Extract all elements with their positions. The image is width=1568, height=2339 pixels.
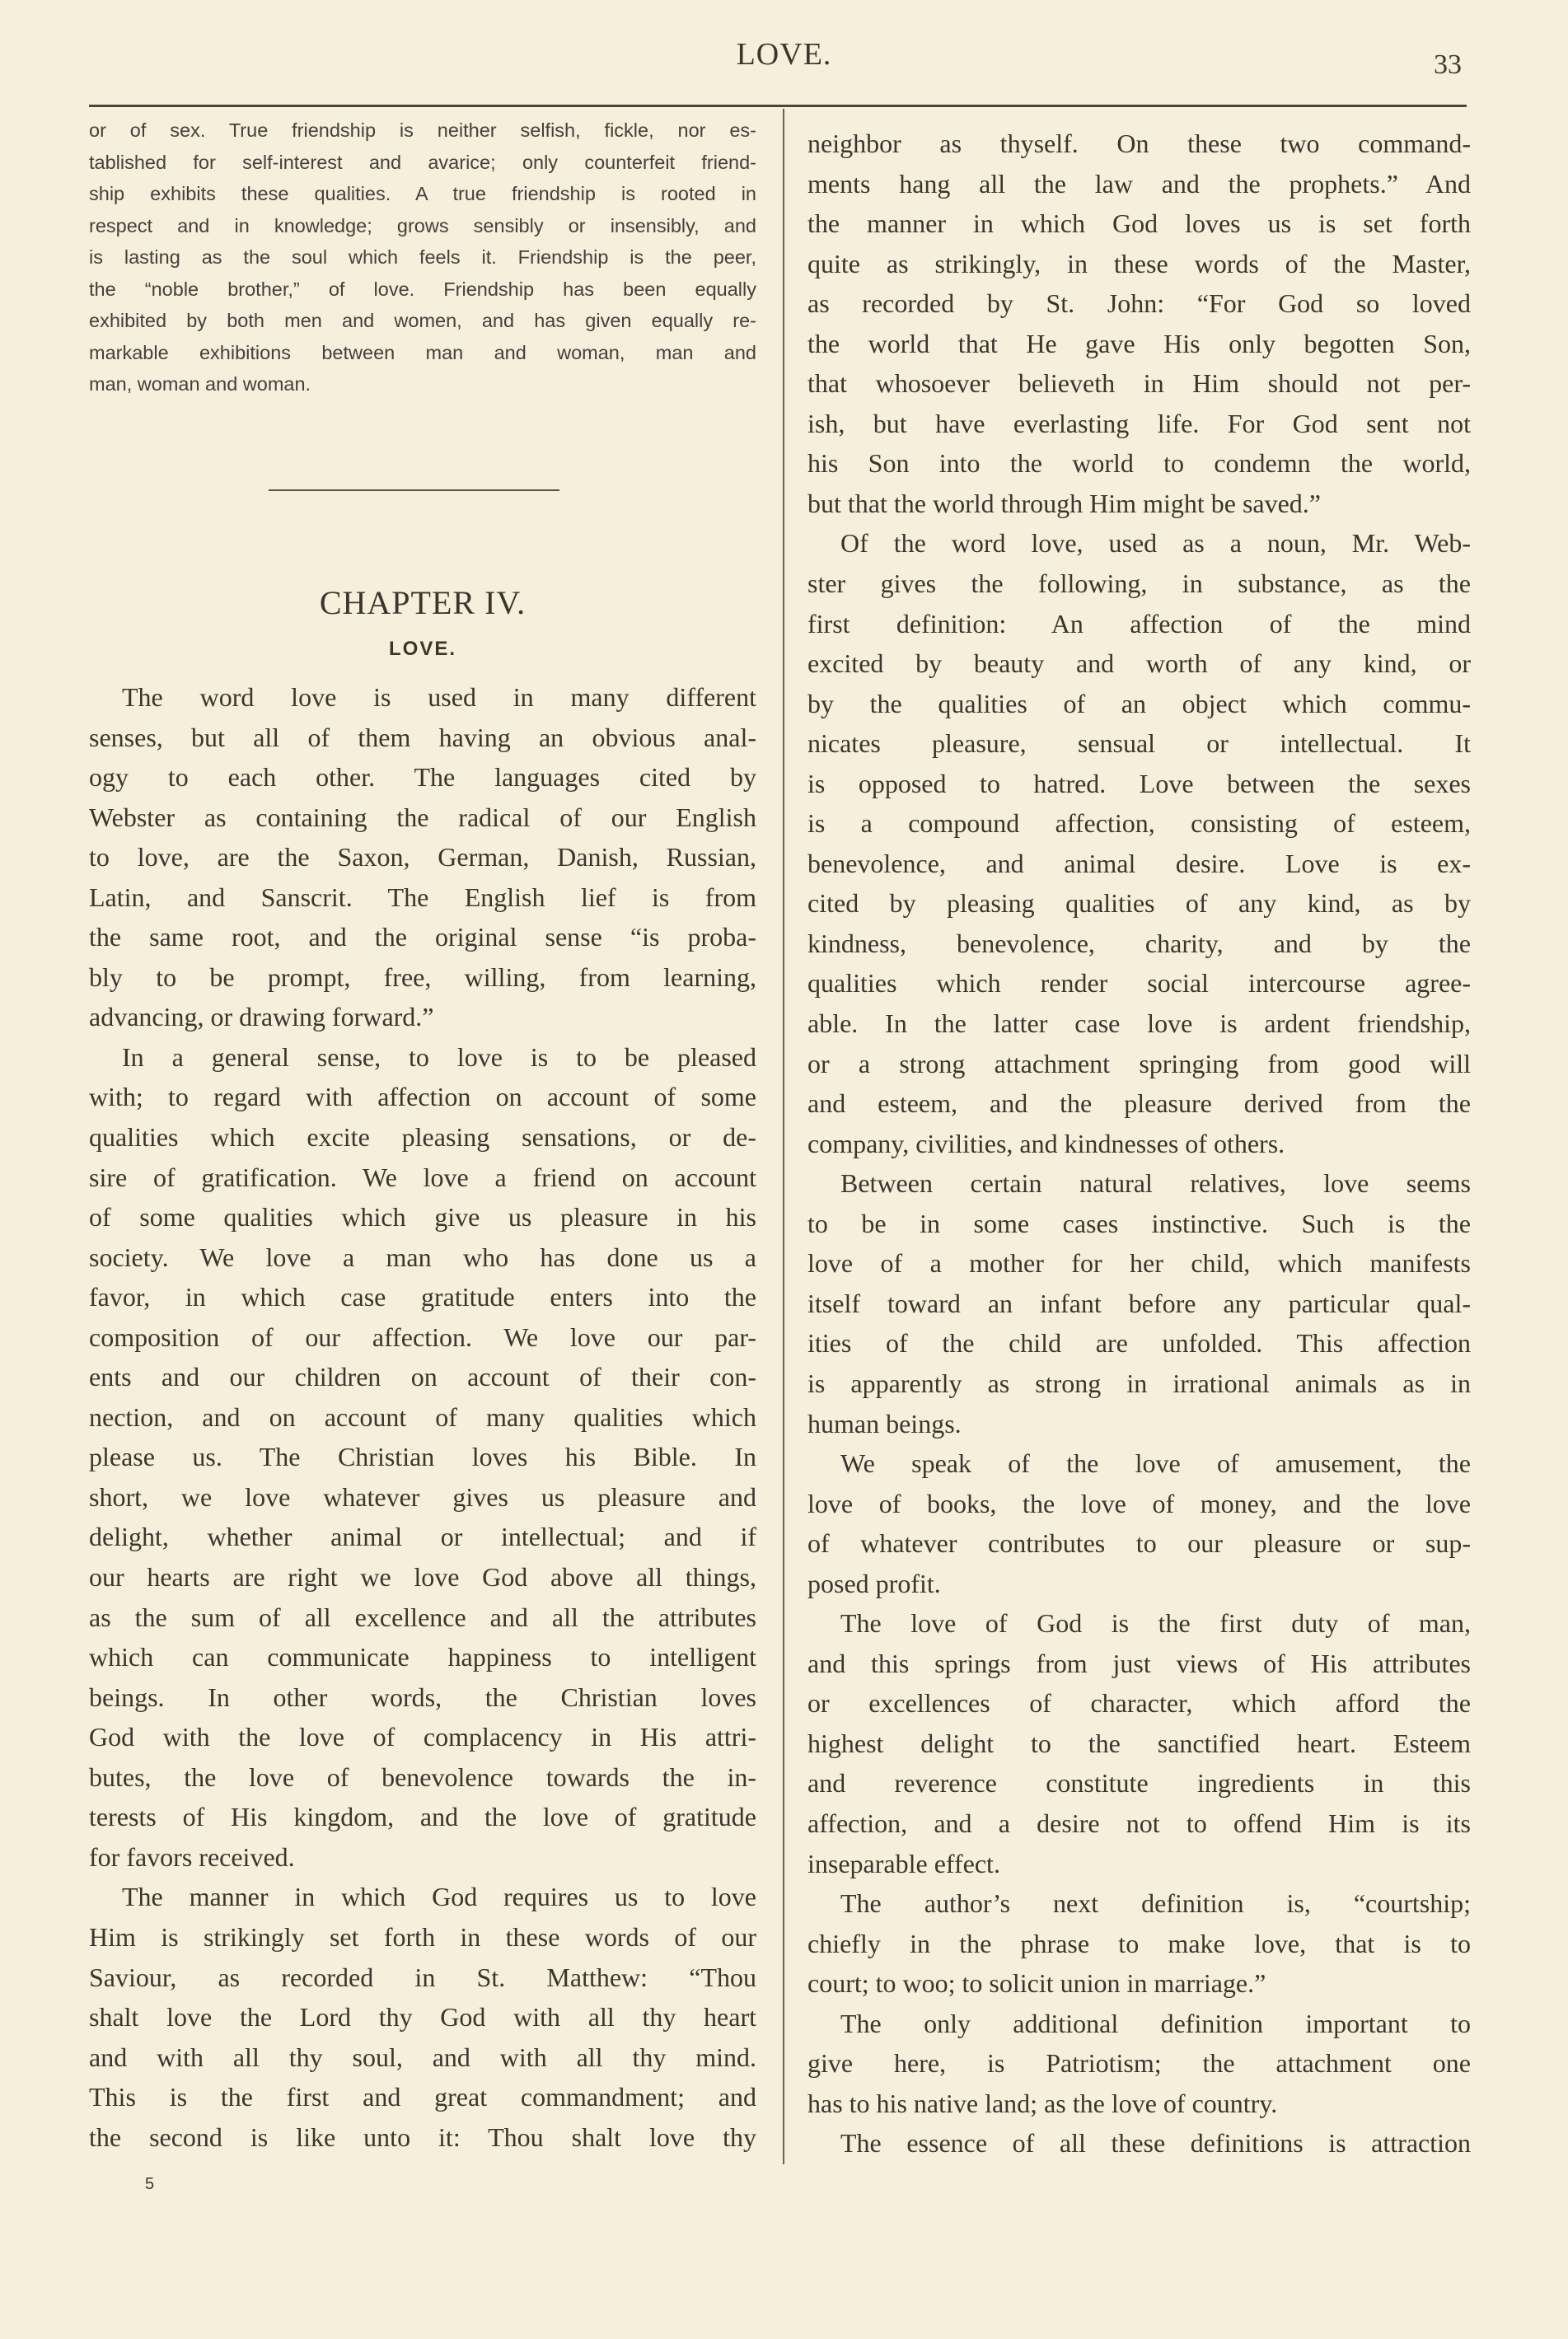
- text-line: bly to be prompt, free, willing, from learning,: [89, 961, 756, 992]
- text-line: terests of His kingdom, and the love of gratitude: [89, 1802, 756, 1832]
- text-line: respect and in knowledge; grows sensibly or insensibly, and: [89, 214, 756, 236]
- intro-paragraph: [89, 115, 756, 400]
- text-line: The author’s next definition is, “courtship;: [840, 1888, 1471, 1919]
- text-line: Webster as containing the radical of our English: [89, 802, 756, 832]
- text-line: God with the love of complacency in His attri-: [89, 1722, 756, 1752]
- paragraph: [807, 1883, 1471, 2004]
- text-line: by the qualities of an object which commu-: [807, 688, 1471, 718]
- text-line: man, woman and woman.: [89, 373, 311, 395]
- text-line: markable exhibitions between man and woman, man and: [89, 341, 756, 363]
- text-line: highest delight to the sanctified heart. Esteem: [807, 1728, 1471, 1758]
- text-line: which can communicate happiness to intelligent: [89, 1642, 756, 1672]
- text-line: as recorded by St. John: “For God so loved: [807, 288, 1471, 319]
- text-line: quite as strikingly, in these words of the Master,: [807, 248, 1471, 278]
- text-line: or excellences of character, which afford the: [807, 1688, 1471, 1719]
- text-line: shalt love the Lord thy God with all thy heart: [89, 2002, 756, 2033]
- text-line: human beings.: [807, 1408, 962, 1438]
- text-line: ments hang all the law and the prophets.” And: [807, 168, 1471, 199]
- text-line: benevolence, and animal desire. Love is ex-: [807, 848, 1471, 878]
- text-line: The love of God is the first duty of man,: [840, 1608, 1471, 1639]
- text-line: beings. In other words, the Christian loves: [89, 1682, 756, 1712]
- text-line: advancing, or drawing forward.”: [89, 1002, 434, 1032]
- text-line: ents and our children on account of their con-: [89, 1362, 756, 1392]
- text-line: This is the first and great commandment; and: [89, 2082, 756, 2112]
- chapter-subtitle: LOVE.: [388, 638, 456, 660]
- text-line: ogy to each other. The languages cited by: [89, 762, 756, 793]
- paragraph: [807, 2004, 1471, 2124]
- text-line: of whatever contributes to our pleasure or sup-: [807, 1528, 1471, 1559]
- paragraph: [807, 2123, 1471, 2164]
- paragraph: [807, 1163, 1471, 1443]
- text-line: first definition: An affection of the mind: [807, 608, 1471, 639]
- text-line: the world that He gave His only begotten Son,: [807, 328, 1471, 358]
- text-line: cited by pleasing qualities of any kind, as by: [807, 888, 1471, 919]
- text-line: neighbor as thyself. On these two command-: [807, 129, 1471, 158]
- text-line: nicates pleasure, sensual or intellectual. It: [807, 728, 1471, 759]
- text-line: itself toward an infant before any particular qual-: [807, 1288, 1471, 1318]
- text-line: the same root, and the original sense “is proba-: [89, 922, 756, 952]
- paragraph: [89, 1037, 756, 1877]
- text-line: and reverence constitute ingredients in this: [807, 1768, 1471, 1799]
- text-line: Between certain natural relatives, love seems: [840, 1168, 1471, 1199]
- text-line: love of books, the love of money, and the love: [807, 1488, 1471, 1518]
- text-line: able. In the latter case love is ardent friendship,: [807, 1008, 1471, 1039]
- text-line: affection, and a desire not to offend Him is its: [807, 1808, 1471, 1838]
- section-rule: [269, 489, 559, 491]
- text-line: is a compound affection, consisting of esteem,: [807, 808, 1471, 839]
- text-line: society. We love a man who has done us a: [89, 1242, 756, 1272]
- running-head: LOVE.: [736, 37, 832, 72]
- text-line: company, civilities, and kindnesses of others.: [807, 1128, 1285, 1158]
- text-line: Him is strikingly set forth in these words of our: [89, 1921, 756, 1952]
- text-line: of some qualities which give us pleasure in his: [89, 1202, 756, 1233]
- text-line: is lasting as the soul which feels it. Friendship is the peer,: [89, 246, 756, 268]
- text-line: the second is like unto it: Thou shalt love thy: [89, 2121, 756, 2152]
- text-line: The word love is used in many different: [122, 682, 756, 712]
- chapter-title: CHAPTER IV.: [319, 584, 527, 621]
- text-line: that whosoever believeth in Him should not per-: [807, 368, 1471, 399]
- text-line: is apparently as strong in irrational animals as in: [807, 1368, 1471, 1398]
- text-line: nection, and on account of many qualities which: [89, 1401, 756, 1432]
- text-line: We speak of the love of amusement, the: [840, 1448, 1471, 1479]
- text-line: ster gives the following, in substance, as the: [807, 568, 1471, 599]
- text-line: kindness, benevolence, charity, and by the: [807, 928, 1471, 958]
- column-divider: [783, 109, 784, 2164]
- text-line: as the sum of all excellence and all the attributes: [89, 1602, 756, 1632]
- text-line: to love, are the Saxon, German, Danish, Russian,: [89, 842, 756, 872]
- signature-mark: 5: [145, 2175, 155, 2193]
- text-line: sire of gratification. We love a friend on account: [89, 1162, 756, 1192]
- text-line: butes, the love of benevolence towards the in-: [89, 1761, 756, 1792]
- text-line: give here, is Patriotism; the attachment one: [807, 2048, 1471, 2079]
- text-line: our hearts are right we love God above all things,: [89, 1562, 756, 1593]
- text-line: court; to woo; to solicit union in marriage.”: [807, 1968, 1266, 1999]
- text-line: delight, whether animal or intellectual; and if: [89, 1522, 756, 1552]
- paragraph: [807, 1603, 1471, 1883]
- text-line: Saviour, as recorded in St. Matthew: “Thou: [89, 1962, 756, 1992]
- text-line: or a strong attachment springing from good will: [807, 1048, 1471, 1078]
- text-line: exhibited by both men and women, and has given equally re-: [89, 310, 756, 331]
- text-line: In a general sense, to love is to be pleased: [122, 1041, 756, 1072]
- text-line: senses, but all of them having an obvious anal-: [89, 722, 756, 752]
- text-line: tablished for self-interest and avarice; only counterfeit friend-: [89, 151, 756, 173]
- text-line: short, we love whatever gives us pleasure and: [89, 1481, 756, 1512]
- text-line: his Son into the world to condemn the world,: [807, 448, 1471, 479]
- text-line: The only additional definition important to: [840, 2008, 1471, 2038]
- text-line: composition of our affection. We love our par-: [89, 1322, 756, 1352]
- text-line: chiefly in the phrase to make love, that is to: [807, 1928, 1471, 1958]
- text-line: ish, but have everlasting life. For God sent not: [807, 408, 1471, 438]
- text-line: with; to regard with affection on account of some: [89, 1082, 756, 1112]
- right-column-body: [807, 124, 1471, 2164]
- text-line: the manner in which God loves us is set forth: [807, 208, 1471, 239]
- left-column-body: [89, 677, 756, 2157]
- paragraph: [807, 1443, 1471, 1603]
- text-line: excited by beauty and worth of any kind, or: [807, 648, 1471, 679]
- text-line: inseparable effect.: [807, 1848, 1000, 1878]
- text-line: The manner in which God requires us to love: [122, 1882, 756, 1912]
- text-line: favor, in which case gratitude enters into the: [89, 1282, 756, 1312]
- text-line: The essence of all these definitions is attraction: [840, 2128, 1471, 2159]
- text-line: qualities which render social intercourse agree-: [807, 968, 1471, 999]
- text-line: but that the world through Him might be saved.”: [807, 488, 1321, 518]
- text-line: to be in some cases instinctive. Such is the: [807, 1208, 1471, 1238]
- paragraph: [89, 1877, 756, 2157]
- text-line: ities of the child are unfolded. This affection: [807, 1328, 1471, 1359]
- text-line: qualities which excite pleasing sensations, or de-: [89, 1122, 756, 1153]
- header-rule: [89, 105, 1467, 107]
- paragraph: [807, 523, 1471, 1163]
- text-line: is opposed to hatred. Love between the sexes: [807, 768, 1471, 798]
- text-line: please us. The Christian loves his Bible. In: [89, 1442, 756, 1472]
- text-line: or of sex. True friendship is neither selfish, fickle, nor es-: [89, 119, 756, 141]
- text-line: posed profit.: [807, 1568, 941, 1598]
- text-line: ship exhibits these qualities. A true friendship is rooted in: [89, 183, 756, 204]
- text-line: the “noble brother,” of love. Friendship has been equally: [89, 278, 756, 300]
- paragraph: [807, 124, 1471, 523]
- text-line: and esteem, and the pleasure derived from the: [807, 1088, 1471, 1119]
- text-line: Latin, and Sanscrit. The English lief is from: [89, 882, 756, 912]
- text-line: has to his native land; as the love of country.: [807, 2088, 1278, 2118]
- text-line: love of a mother for her child, which manifests: [807, 1248, 1471, 1279]
- text-line: for favors received.: [89, 1841, 295, 1872]
- text-line: Of the word love, used as a noun, Mr. Web-: [840, 528, 1471, 559]
- text-line: and this springs from just views of His attributes: [807, 1648, 1471, 1678]
- page-number: 33: [1434, 49, 1462, 80]
- paragraph: [89, 677, 756, 1037]
- text-line: and with all thy soul, and with all thy mind.: [89, 2042, 756, 2072]
